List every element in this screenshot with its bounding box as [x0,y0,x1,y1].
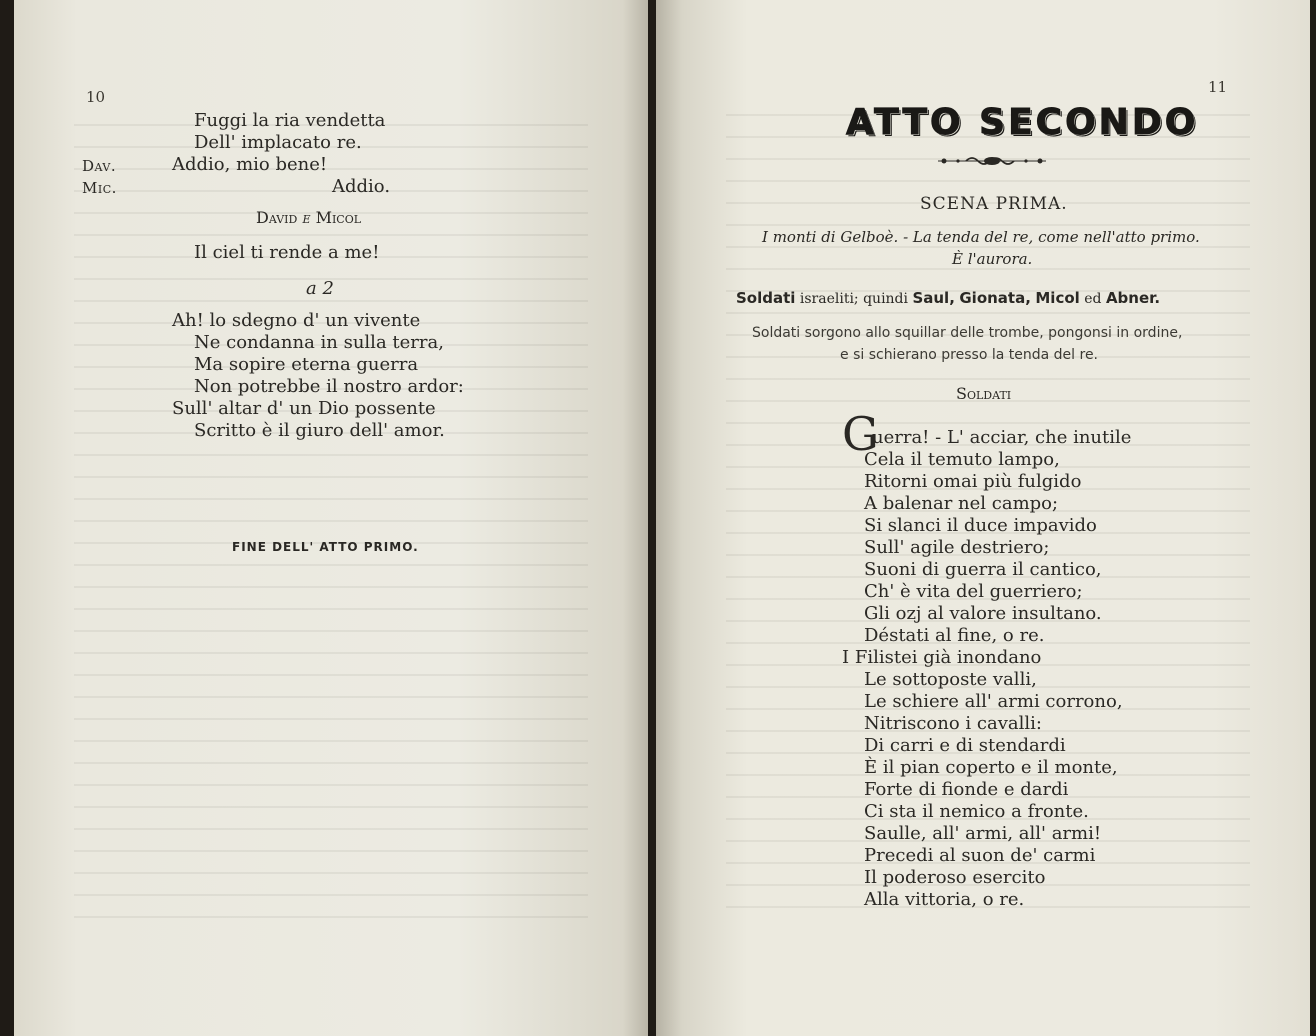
stage-direction: e si schierano presso la tenda del re. [840,347,1099,363]
verse-line: Cela il temuto lampo, [864,449,1060,470]
character-name: Soldati [736,289,796,307]
connector-text: ed [1079,291,1106,307]
end-of-act-note: FINE DELL' ATTO PRIMO. [232,540,419,554]
verse-line: uerra! - L' acciar, che inutile [872,427,1132,448]
drop-cap: G [842,407,879,461]
a-due-marker: a 2 [306,278,334,299]
page-number: 10 [86,88,106,106]
verse-line: Addio, mio bene! [172,154,328,175]
verse-line: Fuggi la ria vendetta [194,110,386,131]
character-name: Micol [1035,289,1080,307]
show-through [74,110,588,936]
setting-description: I monti di Gelboè. - La tenda del re, come nell'atto primo. [762,228,1200,246]
stage-direction: Soldati sorgono allo squillar delle trombe, pongonsi in ordine, [752,325,1183,341]
scene-title: SCENA PRIMA. [920,194,1068,214]
right-page [656,0,1310,1036]
verse-line: Gli ozj al valore insultano. [864,603,1102,624]
verse-line: Il poderoso esercito [864,867,1046,888]
verse-line: Dell' implacato re. [194,132,362,153]
connector-text: israeliti; quindi [795,291,913,307]
verse-line: A balenar nel campo; [864,493,1059,514]
verse-line: Forte di fionde e dardi [864,779,1069,800]
setting-description: È l'aurora. [952,250,1033,268]
verse-line: Ne condanna in sulla terra, [194,332,444,353]
verse-line: Si slanci il duce impavido [864,515,1097,536]
character-name: Micol [315,208,362,227]
speaker-label: Dav. [82,157,117,175]
ornament-divider [936,154,1048,168]
verse-line: Scritto è il giuro dell' amor. [194,420,445,441]
character-name: Gionata, [959,289,1031,307]
verse-line: Non potrebbe il nostro ardor: [194,376,464,397]
verse-line: Sull' agile destriero; [864,537,1050,558]
verse-line: Ci sta il nemico a fronte. [864,801,1089,822]
verse-line: Ma sopire eterna guerra [194,354,419,375]
verse-line: Le sottoposte valli, [864,669,1037,690]
duet-heading [256,208,361,227]
left-page [14,0,648,1036]
verse-line: Addio. [332,176,391,197]
verse-line: Ch' è vita del guerriero; [864,581,1083,602]
verse-line: I Filistei già inondano [842,647,1042,668]
act-title: ATTO SECONDO [846,102,1199,143]
character-name: David [256,208,298,227]
character-name: Abner. [1105,289,1161,307]
chorus-heading: Soldati [956,384,1012,403]
verse-line: Sull' altar d' un Dio possente [172,398,436,419]
verse-line: Nitriscono i cavalli: [864,713,1042,734]
verse-line: Di carri e di stendardi [864,735,1066,756]
verse-line: Suoni di guerra il cantico, [864,559,1102,580]
verse-line: È il pian coperto e il monte, [864,757,1118,778]
verse-line: Il ciel ti rende a me! [194,242,380,263]
verse-line: Déstati al fine, o re. [864,625,1045,646]
verse-line: Alla vittoria, o re. [864,889,1025,910]
verse-line: Precedi al suon de' carmi [864,845,1096,866]
speaker-label: Mic. [82,179,117,197]
page-number: 11 [1208,78,1228,96]
character-name: Saul, [912,289,955,307]
verse-line: Le schiere all' armi corrono, [864,691,1123,712]
characters-line [736,289,1160,307]
verse-line: Ah! lo sdegno d' un vivente [172,310,421,331]
verse-line: Ritorni omai più fulgido [864,471,1082,492]
verse-line: Saulle, all' armi, all' armi! [864,823,1102,844]
conjunction: e [302,208,311,227]
